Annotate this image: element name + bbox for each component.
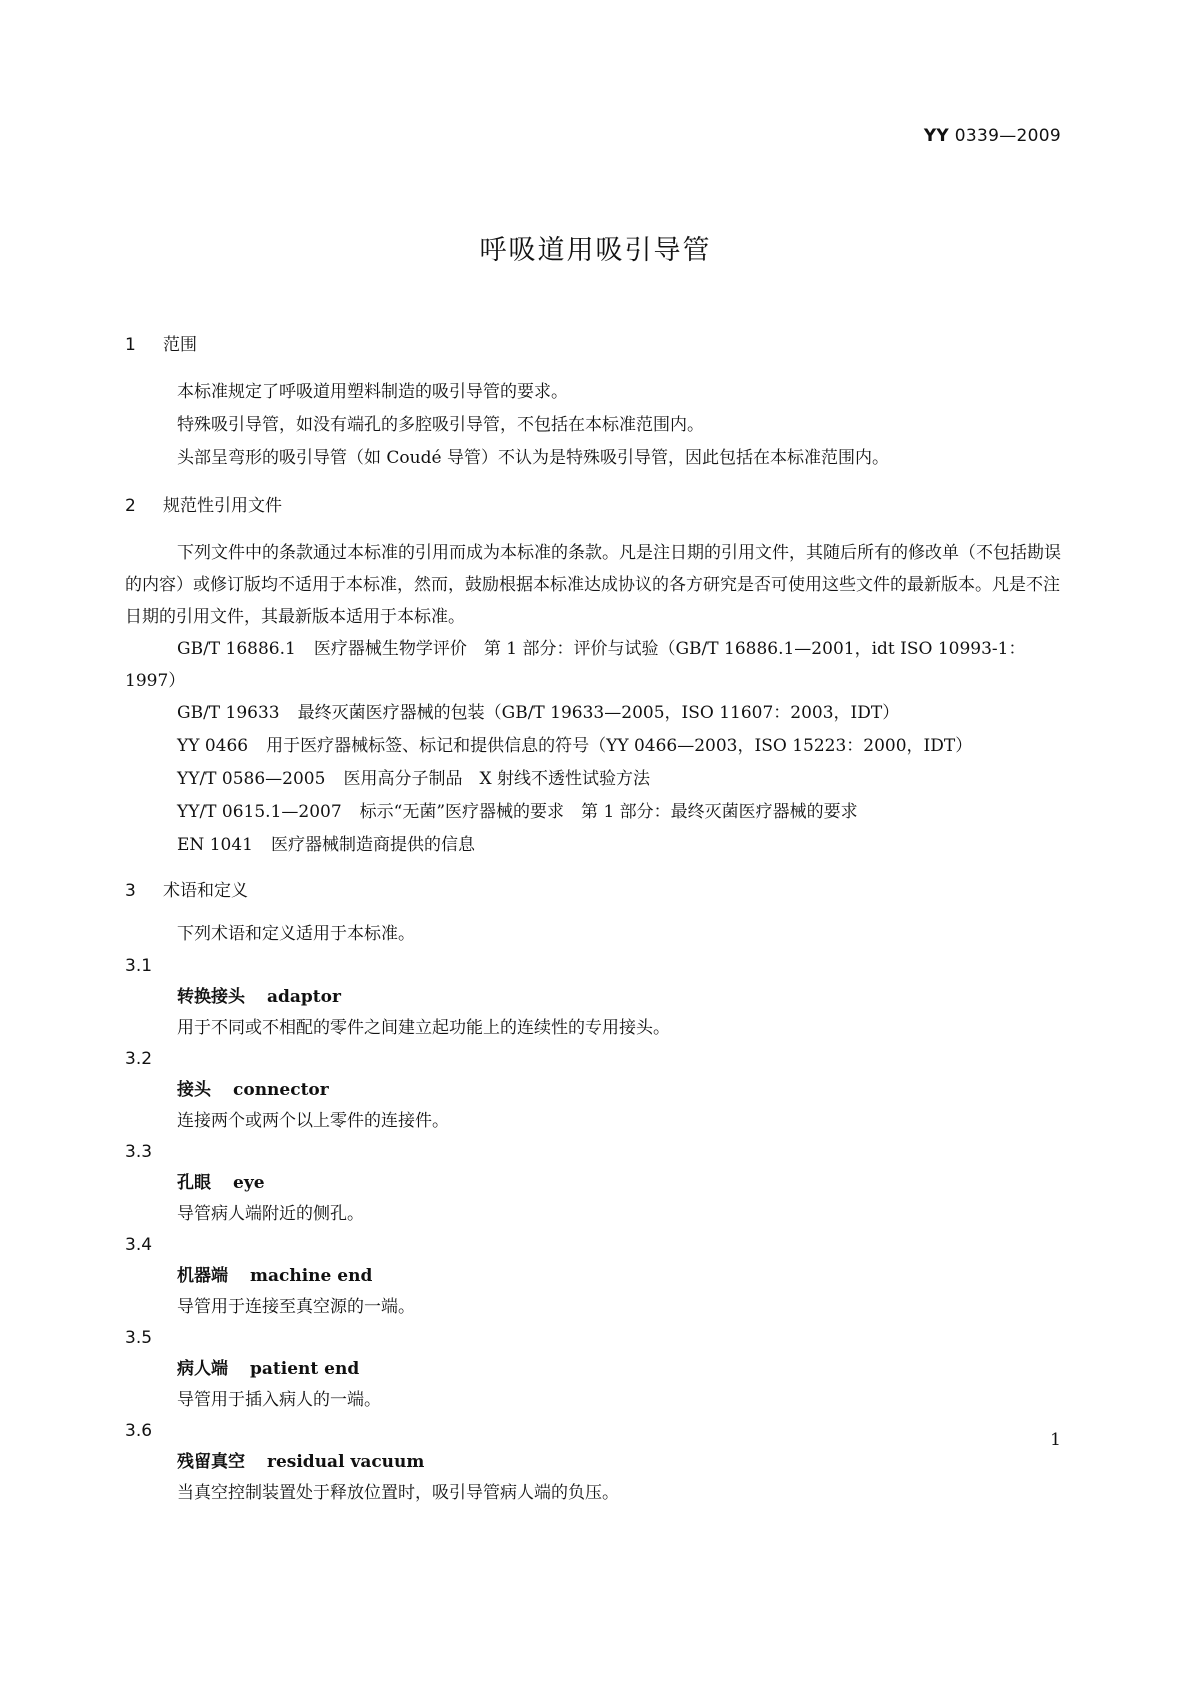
reference-item: YY/T 0615.1—2007 标示“无菌”医疗器械的要求 第 1 部分：最终灭菌医疗器械的要求 xyxy=(177,802,858,822)
term-number: 3.3 xyxy=(125,1142,153,1162)
term-title: 机器端 machine end xyxy=(177,1266,373,1286)
term-number: 3.4 xyxy=(125,1235,153,1255)
term-title: 转换接头 adaptor xyxy=(177,987,341,1007)
term-entry xyxy=(125,1323,1065,1416)
paragraph: 下列文件中的条款通过本标准的引用而成为本标准的条款。凡是注日期的引用文件，其随后所有的修改单（不包括勘误的内容）或修订版均不适用于本标准，然而，鼓励根据本标准达成协议的各方研究是否可使用这些文件的最新版本。凡是不注日期的引用文件，其最新版本适用于本标准。 xyxy=(125,543,1061,627)
term-number: 3.1 xyxy=(125,956,153,976)
standard-prefix: YY xyxy=(923,126,950,146)
document-body xyxy=(125,328,1065,1509)
document-title: 呼吸道用吸引导管 xyxy=(479,235,712,266)
term-definition: 当真空控制装置处于释放位置时，吸引导管病人端的负压。 xyxy=(177,1483,619,1503)
term-definition: 用于不同或不相配的零件之间建立起功能上的连续性的专用接头。 xyxy=(177,1018,670,1038)
reference-item: GB/T 16886.1 医疗器械生物学评价 第 1 部分：评价与试验（GB/T 16886.1—2001，idt ISO 10993-1：1997） xyxy=(125,639,1026,691)
term-number: 3.2 xyxy=(125,1049,153,1069)
term-number: 3.6 xyxy=(125,1421,153,1441)
term-entry xyxy=(125,951,1065,1044)
paragraph: 本标准规定了呼吸道用塑料制造的吸引导管的要求。 xyxy=(177,382,568,402)
paragraph: 特殊吸引导管，如没有端孔的多腔吸引导管，不包括在本标准范围内。 xyxy=(177,415,704,435)
term-definition: 连接两个或两个以上零件的连接件。 xyxy=(177,1111,449,1131)
reference-item: YY 0466 用于医疗器械标签、标记和提供信息的符号（YY 0466—2003，ISO 15223：2000，IDT） xyxy=(177,736,973,756)
reference-item: GB/T 19633 最终灭菌医疗器械的包装（GB/T 19633—2005，ISO 11607：2003，IDT） xyxy=(177,703,900,723)
standard-number xyxy=(924,126,1061,146)
term-definition: 导管用于连接至真空源的一端。 xyxy=(177,1297,415,1317)
paragraph: 头部呈弯形的吸引导管（如 Coudé 导管）不认为是特殊吸引导管，因此包括在本标准范围内。 xyxy=(177,448,889,468)
term-entry xyxy=(125,1044,1065,1137)
term-definition: 导管病人端附近的侧孔。 xyxy=(177,1204,364,1224)
term-definition: 导管用于插入病人的一端。 xyxy=(177,1390,381,1410)
paragraph: 下列术语和定义适用于本标准。 xyxy=(177,924,415,944)
term-title: 接头 connector xyxy=(177,1080,329,1100)
term-entry xyxy=(125,1137,1065,1230)
term-entry xyxy=(125,1230,1065,1323)
term-title: 孔眼 eye xyxy=(177,1173,265,1193)
term-entry xyxy=(125,1416,1065,1509)
section-heading-scope: 1 范围 xyxy=(125,335,197,355)
section-heading-terms: 3 术语和定义 xyxy=(125,881,248,901)
reference-item: EN 1041 医疗器械制造商提供的信息 xyxy=(177,835,475,855)
page-number: 1 xyxy=(1050,1430,1061,1450)
standard-code: 0339—2009 xyxy=(954,126,1061,146)
section-heading-references: 2 规范性引用文件 xyxy=(125,496,282,516)
term-title: 病人端 patient end xyxy=(177,1359,360,1379)
term-title: 残留真空 residual vacuum xyxy=(177,1452,425,1472)
term-number: 3.5 xyxy=(125,1328,153,1348)
reference-item: YY/T 0586—2005 医用高分子制品 X 射线不透性试验方法 xyxy=(177,769,650,789)
